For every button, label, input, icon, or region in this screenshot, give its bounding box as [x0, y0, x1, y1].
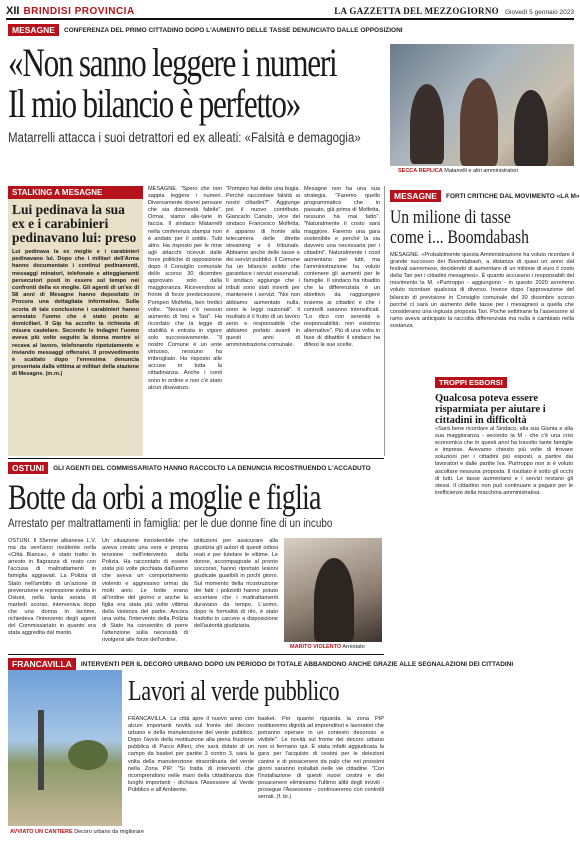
page-number: XII [6, 5, 20, 17]
ostuni-photo-caption-text: Arrestato [342, 644, 365, 650]
ostuni-col2: Un situazione insostenibile che aveva creato una vera e propria tensione nell'intervento della Polizia. Ha raccontato di essere stata più volte picchiata dall'uomo che aveva un comportamento violento e aggressivo ormai da molti anni. Le botte erano all'ordine del giorno e anche la figlia era stata più volte vittima della violenza del padre. Ancora una volta, l'intervento della Polizia di Stato ha consentito di porre l'attenzione sulla necessità di rivolgersi alle forze dell'ordine. [102, 538, 188, 644]
ostuni-subheadline: Arrestato per maltrattamenti in famiglia: per le due donne fine di un incubo [8, 518, 333, 530]
right-box-title: Qualcosa poteva essere risparmiata per aiutare i cittadini in difficoltà [435, 393, 546, 426]
francavilla-photo-caption-text: Decoro urbano da migliorare [74, 829, 144, 835]
ostuni-kicker-text: GLI AGENTI DEL COMMISSARIATO HANNO RACCOLTO LA DENUNCIA RICOSTRUENDO L'ACCADUTO [53, 464, 371, 472]
right-kicker [390, 190, 579, 202]
ostuni-photo-caption-tag: MARITO VIOLENTO [290, 644, 342, 650]
main-col1: MESAGNE. "Spero che non sappia leggere i numeri. Diversamente dovrei pensare che sia disonestà fabrile". Ormai, siamo alle-tarie in faccia. Il sindaco Matarrelli nella conferenza stampa non è andato per il sottile. Tutti altro. Ha risposto per le rime agli attacchi ricevuti dalle forze politiche di opposizione dopo il Consiglio comunale dello scorso 30 dicembre approvato solo dalla maggioranza. Ricevendosi al fronte di forze predecessore, Pompeo Molfetta, ben tredici volte. "Nessun c'è nessun aumento di Imu e Tasi". Ha ricordato che la legge di stabilità è entrata in vigore solo successivamente. "Il nostro Comune è un ente virtuoso, nessuno ha imbrogliato. Ha risposto alle accuse in tutta la cittadinanza. Anche i conti sono in ordine e non c'è stato alcun disavanzo. [148, 186, 222, 391]
francavilla-kicker-text: INTERVENTI PER IL DECORO URBANO DOPO UN PERIODO DI TOTALE ABBANDONO ANCHE GRAZIE ALLE SEGNALAZIONI DEI CITTADINI [80, 660, 514, 668]
main-subheadline: Matarrelli attacca i suoi detrattori ed ex alleati: «Falsità e demagogia» [8, 130, 361, 145]
stalking-headline[interactable]: Lui pedinava la sua ex e i carabinieri pedinavano lui: preso [12, 202, 137, 245]
right-headline-line2: come i... Boomdabash [390, 227, 529, 248]
right-box [435, 372, 573, 426]
right-body2-left [390, 372, 430, 827]
right-kicker-text: FORTI CRITICHE DAL MOVIMENTO «LA M» [445, 192, 580, 200]
stalking-bar: STALKING A MESAGNE [8, 186, 143, 199]
issue-date: Giovedì 5 gennaio 2023 [504, 9, 574, 16]
page-header [6, 4, 574, 20]
main-photo [390, 44, 574, 166]
main-headline-line1: «Non sanno leggere i numeri [8, 40, 337, 85]
main-photo-caption-tag: SECCA REPLICA [398, 168, 443, 174]
main-photo-caption-text: Matarrelli e altri amministratori [444, 168, 518, 174]
francavilla-photo-caption-tag: AVVIATO UN CANTIERE [10, 829, 73, 835]
ostuni-photo [284, 538, 382, 642]
ostuni-photo-caption [290, 644, 365, 650]
main-col2: "Pompeo hai detto una bugia. Perché raccontare falsità ai nostri cittadini?". Aggiunge poi il nuovo contributo. Giancarlo Canuto, vice del sindaco Francesco Molfetta, è apparso di fronte alla telecamera delle dirette streaming e il tribunale. Abbiamo anche delle tasse e dei servizi pubblici. Il Comune ha un bilancio solido che garantisce i servizi essenziali. Il sindaco aggiunge che i tributi sono stati inseriti per mantenere i servizi. "Noi non abbiamo aumentato nulla, sono le leggi nazionali". Il risultato è il frutto di un lavoro serio e responsabile che abbiamo portato avanti in questi anni di amministrazione comunale. [226, 186, 300, 349]
ostuni-rule [8, 458, 384, 459]
main-kicker [8, 24, 403, 36]
ostuni-col3: istituzioni per assicurare alla giustizia gli autori di questi odiosi reati e per tutelare le vittime. Le donne, accompagnate al pronto soccorso, hanno riportato lesioni giudicate guaribili in pochi giorni. Sul momento della ricostruzione dei fatti i poliziotti hanno potuto accertare che i maltrattamenti duravano da tempo. L'uomo, dopo le formalità di rito, è stato tradotto in carcere a disposizione dell'autorità giudiziaria. [194, 538, 278, 630]
right-headline[interactable] [390, 208, 529, 248]
francavilla-rule [8, 654, 384, 655]
francavilla-kicker-tag: FRANCAVILLA [8, 658, 76, 670]
ostuni-kicker [8, 462, 371, 474]
main-kicker-text: CONFERENZA DEL PRIMO CITTADINO DOPO L'AUMENTO DELLE TASSE DENUNCIATO DALLE OPPOSIZIONI [63, 26, 403, 34]
ostuni-col1: OSTUNI. Il 55enne albanese L.V. ma da vent'anni residente nella «Città Bianca», è stato tratto in arresto in flagranza di reato con l'accusa di maltrattamenti in famiglia aggravati. La Polizia di Stato nell'ambito di un'azione di prevenzione e repressione svolta in Ostuni, nella tarda serata di martedì scorso, interveniva dopo che una donna in lacrime, richiedeva l'intervento degli agenti del Commissariato in quanto era stata aggredita dal marito. [8, 538, 96, 637]
main-headline-line2: Il mio bilancio è perfetto» [8, 81, 301, 126]
francavilla-kicker [8, 658, 513, 670]
francavilla-photo [8, 670, 122, 826]
right-body: MESAGNE. «Probabilmente questa Amministrazione ha voluto ricordare il grande successo dei Boomdabash, a distanza di quasi un anno dal festival sanremese, decidendo di aumentare di un milione di euro il costo della Tari per i cittadini mesagnesi». È quanto accusano i responsabili del movimento la M. «Purtroppo - aggiungono - in questo 2020 avremmo voluto ricordare qualcosa di diverso. Invece dopo l'approvazione del bilancio di previsione in Consiglio comunale del 30 dicembre scorso perché ci sarà un aumento delle tasse per i mesagnesi a quella che considerano una ingiusta proposta Tari. Poche settimane fa l'assessore al ramo aveva anticipato la raccolta differenziata ma nulla è cambiato nella sostanza. [390, 252, 574, 329]
francavilla-photo-caption [10, 829, 144, 835]
section-name: BRINDISI PROVINCIA [23, 5, 135, 17]
francavilla-headline[interactable]: Lavori al verde pubblico [128, 676, 340, 707]
right-kicker-tag: MESAGNE [390, 190, 441, 202]
stalking-body: Lui pedinava la ex moglie e i carabinieri pedinavano lui. Dopo che i militari dell'Arma hanno documentato i continui pedinamenti, messaggi minatori, telefonate e atteggiamenti persecutori posti in essere sul tempo nei confronti della ex moglie. Gli agenti di un'ex di 58 anni di Mesagne hanno depositato in Procura una dettagliata informativa. Sulla scorta di tale conclusione i carabinieri hanno arrestato l'uomo che è stato posto ai domiciliari. Il Gip ha accolto la richiesta di misura cautelare. Secondo le indagini l'uomo aveva più volte seguito la donna mentre si recava al lavoro, telefonando ripetutamente e inviando messaggi offensivi. Il provvedimento è scattato dopo l'ennesima denuncia presentata dalla vittima ai militari della stazione di Mesagne. (m.m.) [12, 249, 139, 378]
right-box-bar: TROPPI ESBORSI [435, 377, 507, 388]
ostuni-kicker-tag: OSTUNI [8, 462, 48, 474]
main-kicker-tag: MESAGNE [8, 24, 59, 36]
main-photo-caption [398, 168, 518, 174]
main-col3: Mesagne non ha una sua strategia. "Faremo quello programmatico che in passato, già prima di Molfetta, nessuno ha mai fatto". "Naturalmente il costo sarà maggiore. Faremo una gara sostenibile e perché la sia davvero una necessaria per i cittadini". Naturalmente i costi aumentano per tutti, ma l'amministrazione ha voluto contenere gli aumenti per le famiglie. Il sindaco ha ribadito che la differenziata è un obiettivo da raggiungere insieme ai cittadini e che i controlli saranno intensificati. "Lo dico con serenità e responsabilità: non esistono alternative". Più di una volta in fase di dibattito il sindaco ha difeso le sue scelte. [304, 186, 380, 349]
francavilla-col1: FRANCAVILLA. La città apre il nuovo anno con alcuni importanti novità sul fronte del decoro urbano e della manutenzione del verde pubblico. Dopo l'avvio della restituzione alla piena fruizione pubblica di Parco Alfieri, che sarà dotato di un campo da basket per partite 3 contro 3, sarà la volta della manutenzione straordinaria del verde nella Zona PIP. "Si tratta di interventi che ricomprendono nelle mani della cittadinanza due luoghi importanti - dichiara l'Assessore al Verde Pubblico e all'Ambiente. [128, 716, 254, 793]
masthead: LA GAZZETTA DEL MEZZOGIORNO [334, 6, 499, 16]
francavilla-col2: basket. Per quanto riguarda la zona PIP restituiremo dignità ad imprenditori e lavoratori che potranno operare in un contesto decoroso e vivibile". Le novità sul fronte del decoro urbano non si fermano qui. È stata infatti aggiudicata la gara per l'acquisto di cestini per le deiezioni canine e di posacenere da palo che nei prossimi giorni saranno installati nelle vie cittadine. "Con l'installazione di questi nuovi cestini e dei posacenere eliminiamo l'ultimo alibi degli incivili - prosegue l'Assessore - continueremo con controlli serrati. (f. br.) [258, 716, 384, 801]
main-headline[interactable] [8, 40, 337, 126]
right-headline-line1: Un milione di tasse [390, 207, 511, 228]
ostuni-headline[interactable]: Botte da orbi a moglie e figlia [8, 477, 321, 517]
stalking-box [8, 186, 143, 456]
column-divider [384, 186, 385, 456]
right-body2: «Sarà bene ricordare al Sindaco, alla sua Giunta e alla sua maggioranza - secondo la M - che c'è una crisi economica che in questi anni ha travolto tante famiglie e imprese. Avevamo chiesto più volte di trovare soluzioni per i cittadini più esposti, a partire dai lavoratori e dalle partite Iva. Purtroppo non si è voluto ascoltare nessuna proposta. Il risultato è sotto gli occhi di tutti. Le tasse aumentano e i servizi restano gli stessi. Il cittadino non può continuare a pagare per le inefficienze della macchina amministrativa. [435, 426, 573, 496]
